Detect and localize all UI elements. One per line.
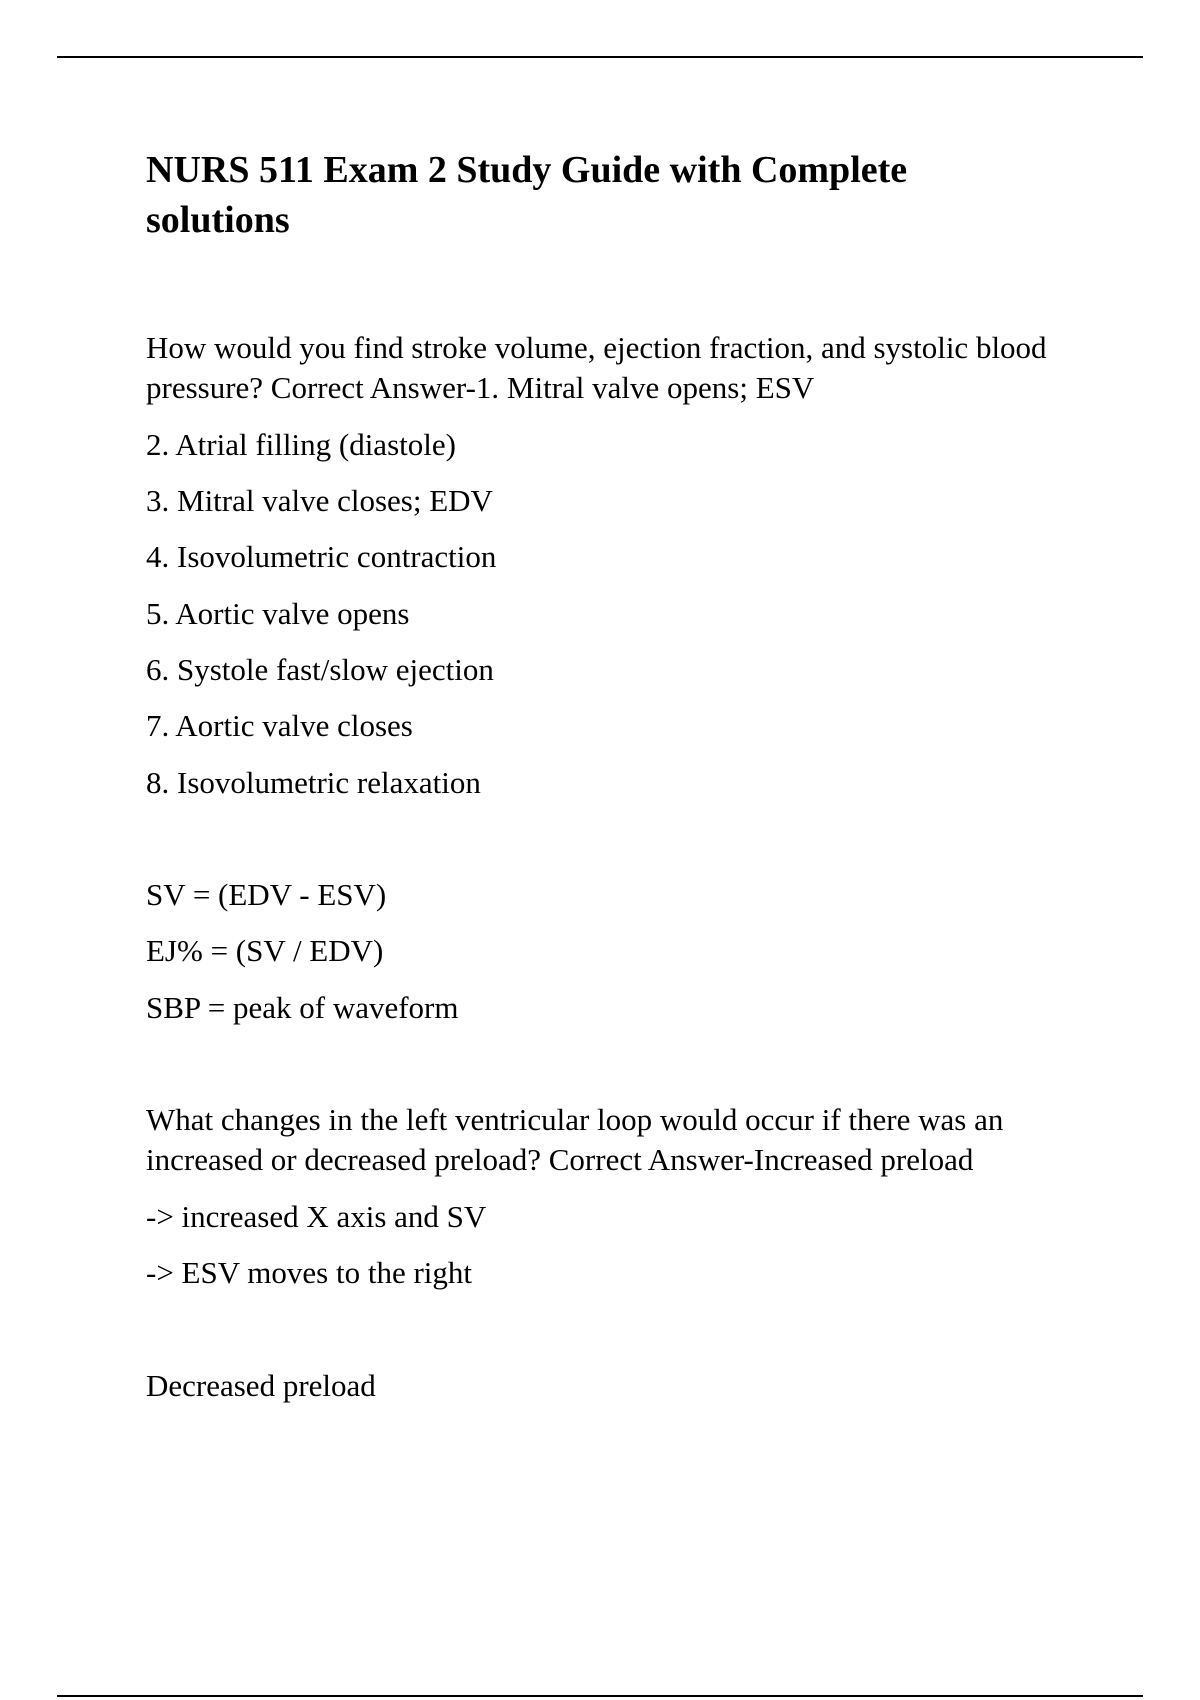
q2-point: -> increased X axis and SV <box>146 1199 487 1234</box>
q1-formula: EJ% = (SV / EDV) <box>146 933 384 968</box>
q2-question-line-2: increased or decreased preload? Correct Answer-Increased preload <box>146 1142 974 1177</box>
q2-point: -> ESV moves to the right <box>146 1255 473 1290</box>
q1-step: 6. Systole fast/slow ejection <box>146 652 494 687</box>
document-title: NURS 511 Exam 2 Study Guide with Complete solutions <box>146 149 908 241</box>
q1-question-line-2: pressure? Correct Answer-1. Mitral valve opens; ESV <box>146 370 815 405</box>
q1-step: 3. Mitral valve closes; EDV <box>146 483 493 518</box>
q1-step: 7. Aortic valve closes <box>146 708 413 743</box>
q1-step: 2. Atrial filling (diastole) <box>146 427 456 462</box>
q1-formula: SBP = peak of waveform <box>146 990 459 1025</box>
q1-step: 8. Isovolumetric relaxation <box>146 765 481 800</box>
q1-step: 4. Isovolumetric contraction <box>146 539 497 574</box>
q1-formula: SV = (EDV - ESV) <box>146 877 387 912</box>
q1-question-line-1: How would you find stroke volume, ejection fraction, and systolic blood <box>146 330 1047 365</box>
q2-next-heading: Decreased preload <box>146 1368 376 1403</box>
top-rule <box>57 56 1143 58</box>
bottom-rule <box>57 1695 1143 1697</box>
q1-step: 5. Aortic valve opens <box>146 596 410 631</box>
q2-question-line-1: What changes in the left ventricular loop would occur if there was an <box>146 1102 1004 1137</box>
